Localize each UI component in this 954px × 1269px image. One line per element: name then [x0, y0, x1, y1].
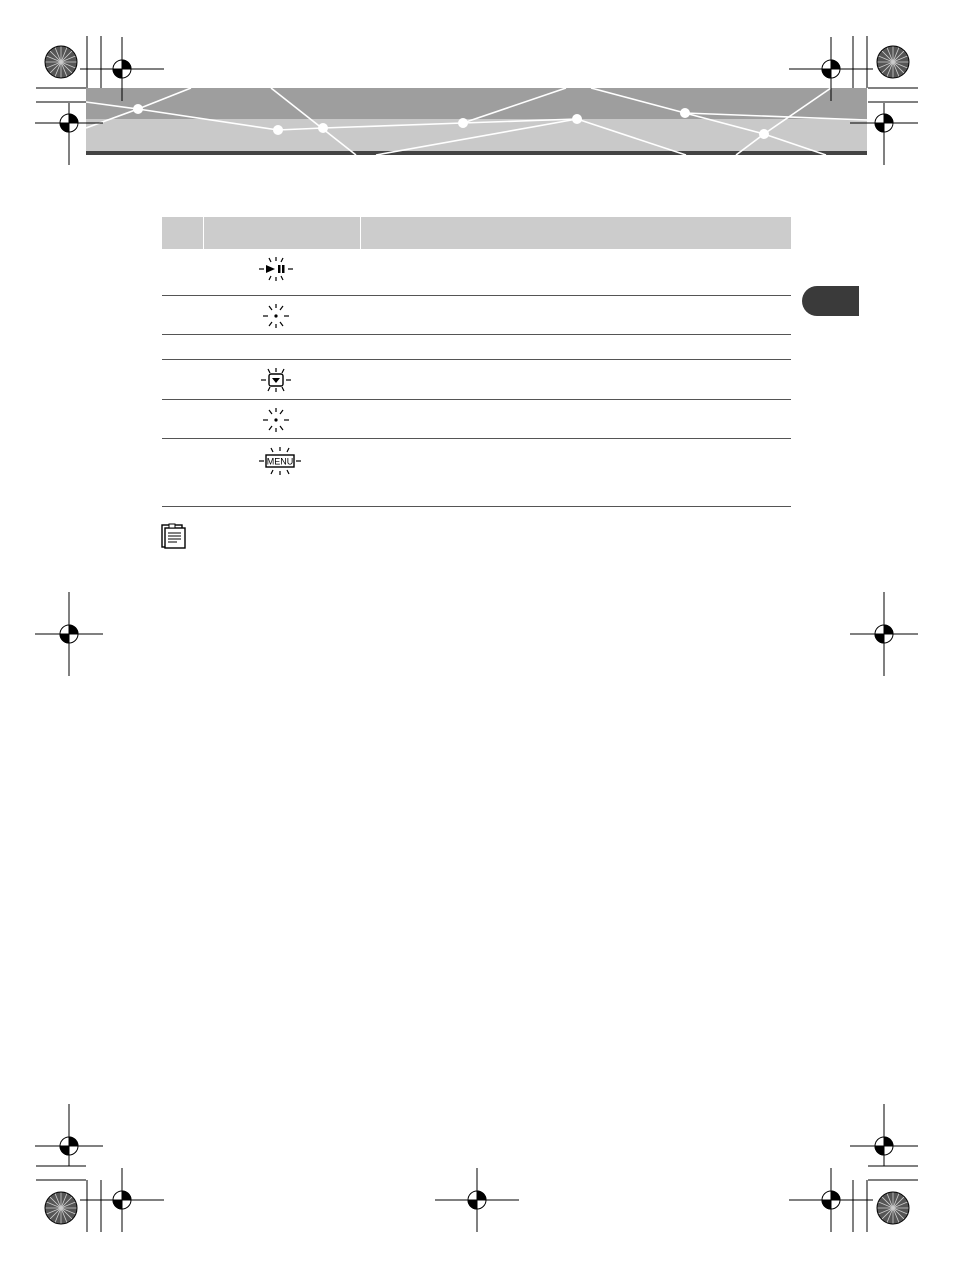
- table-row: [162, 359, 791, 399]
- table-row: [162, 399, 791, 438]
- table-header-cell: [203, 217, 360, 249]
- svg-text:MENU: MENU: [266, 456, 294, 466]
- icon-cell: [203, 249, 360, 295]
- note-icon: [160, 523, 186, 549]
- row-description: [360, 438, 791, 506]
- icon-cell: [203, 359, 360, 399]
- rosette-top-right: [877, 46, 909, 78]
- row-number: [162, 249, 203, 295]
- row-description: [360, 249, 791, 295]
- dot-blinking-icon: [262, 408, 290, 432]
- row-number: [162, 399, 203, 438]
- icon-cell: [203, 295, 360, 334]
- table-header-cell: [162, 217, 203, 249]
- menu-button-blinking-icon: [258, 447, 302, 475]
- row-description: [360, 359, 791, 399]
- icon-cell: [203, 334, 360, 359]
- row-number: [162, 334, 203, 359]
- rosette-bottom-left: [45, 1192, 77, 1224]
- rosette-top-left: [45, 46, 77, 78]
- down-button-blinking-icon: [260, 368, 292, 392]
- table-row: [162, 295, 791, 334]
- table-row: [162, 438, 791, 506]
- table-header-cell: [360, 217, 791, 249]
- row-description: [360, 334, 791, 359]
- row-description: [360, 399, 791, 438]
- icon-cell: [203, 438, 360, 506]
- icon-cell: [203, 399, 360, 438]
- dot-blinking-icon: [262, 304, 290, 328]
- row-description: [360, 295, 791, 334]
- led-status-table: [162, 217, 791, 507]
- row-number: [162, 295, 203, 334]
- row-number: [162, 359, 203, 399]
- table-row: [162, 249, 791, 295]
- row-number: [162, 438, 203, 506]
- play-pause-blinking-icon: [258, 257, 294, 281]
- table-header-row: [162, 217, 791, 249]
- rosette-bottom-right: [877, 1192, 909, 1224]
- table-row: [162, 334, 791, 359]
